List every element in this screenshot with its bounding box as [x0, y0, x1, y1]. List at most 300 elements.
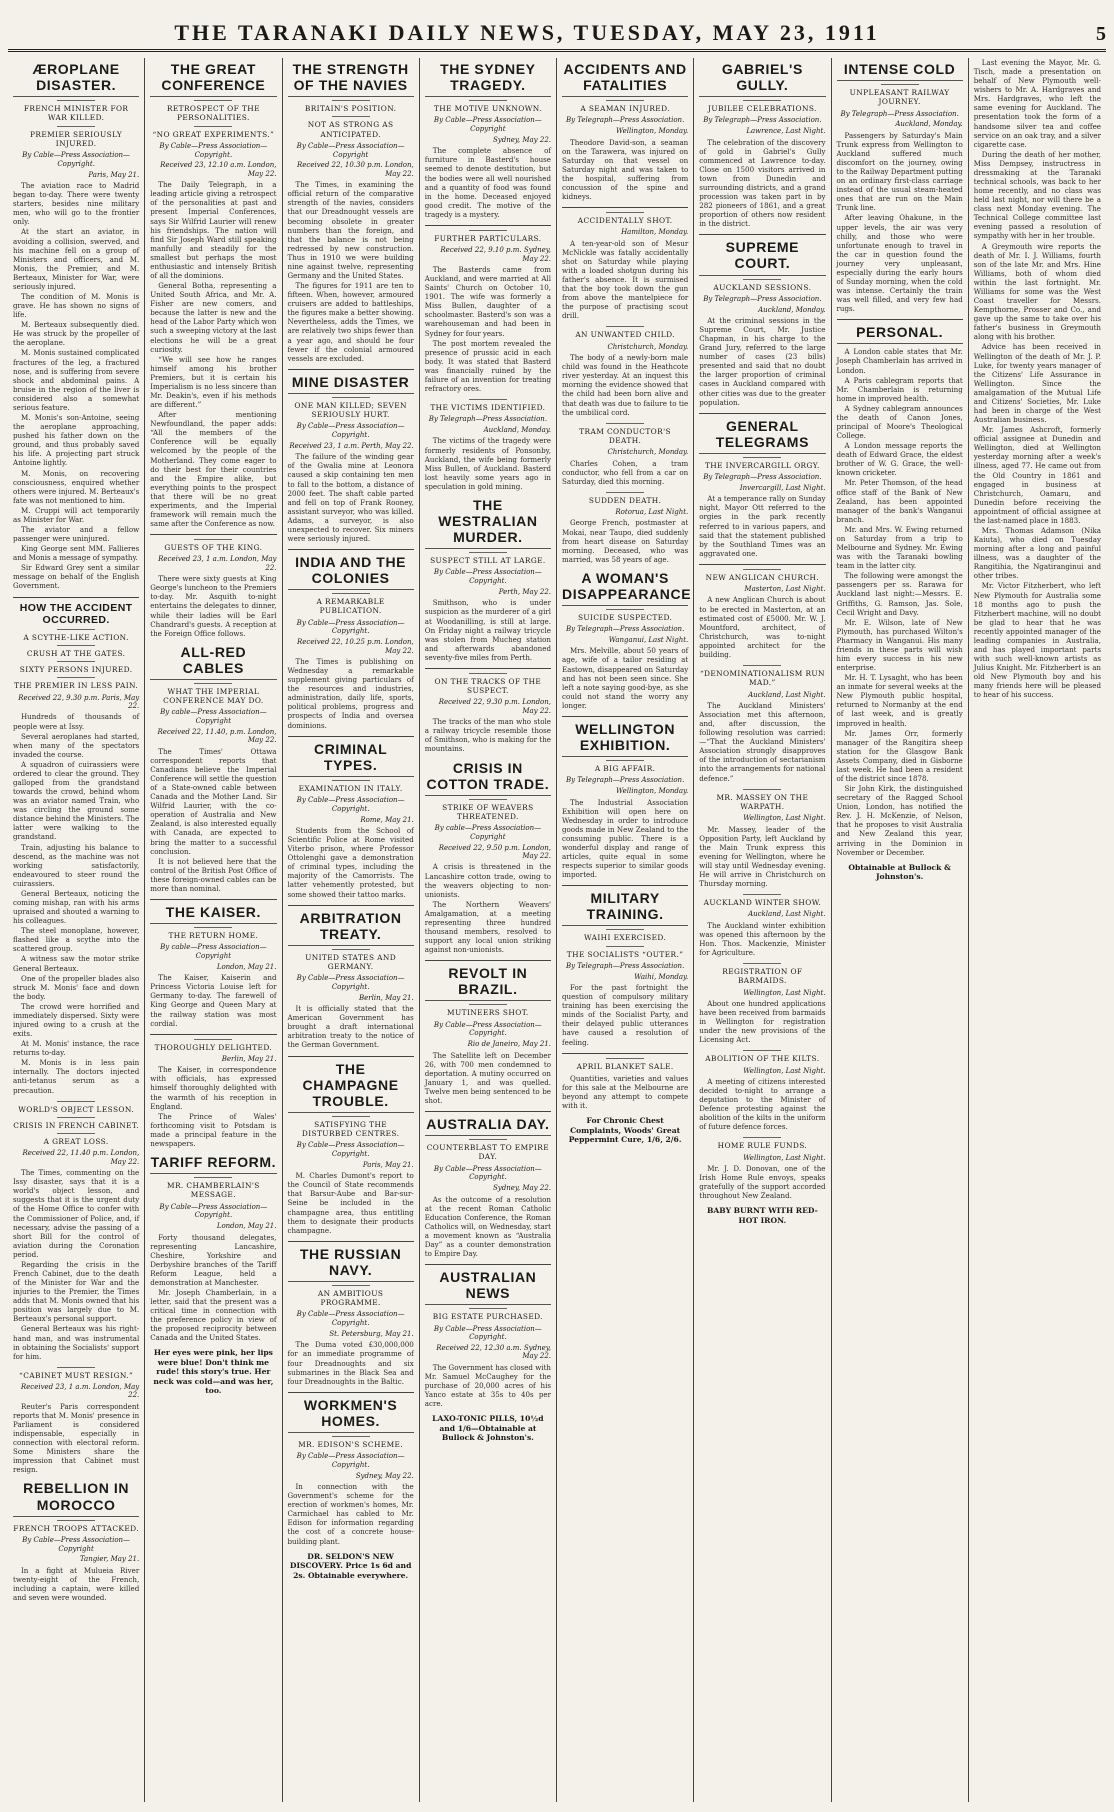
article-paragraph: Mr. Joseph Chamberlain, in a letter, said that the present was a critical time in connection with the preference policy in view of the proposed reciprocity between Canada and the United States. — [150, 1287, 277, 1343]
article-subheading: PREMIER SERIOUSLY INJURED. — [13, 126, 139, 149]
article-dateline: Wellington, Last Night. — [743, 1066, 826, 1075]
article-paragraph: M. Berteaux subsequently died. He was struck by the propeller of the aeroplane. — [13, 320, 140, 348]
article — [288, 61, 414, 363]
article-dateline: Received 23, 1 a.m. London, May 22. — [158, 555, 277, 572]
article — [150, 539, 276, 638]
newspaper-column — [832, 58, 969, 1802]
article-divider — [150, 534, 276, 535]
article-headline: REVOLT IN BRAZIL. — [425, 965, 551, 1001]
article-subheading: BIG ESTATE PURCHASED. — [425, 1308, 551, 1321]
article-divider — [425, 668, 551, 669]
article-dateline: Auckland, Monday. — [895, 120, 963, 129]
article-paragraph: A witness saw the motor strike General Berteaux. — [13, 954, 140, 973]
article-headline: CRIMINAL TYPES. — [288, 741, 414, 777]
article-paragraph: A crisis is threatened in the Lancashire cotton trade, owing to the weavers objecting to non-unionists. — [424, 862, 551, 899]
newspaper-column — [283, 58, 420, 1802]
article-byline: By Cable—Press Association—Copyright. — [159, 1202, 268, 1220]
article-byline: By Telegraph—Press Association. — [703, 473, 822, 482]
article-divider — [699, 234, 825, 235]
article-divider — [150, 1034, 276, 1035]
article-byline: By Telegraph—Press Association. — [565, 776, 685, 785]
article-subheading: HOME RULE FUNDS. — [699, 1137, 825, 1150]
article — [562, 1058, 688, 1111]
article-dateline: Paris, May 21. — [362, 1160, 414, 1169]
article-dateline: Masterton, Last Night. — [744, 585, 826, 594]
article-dateline: London, May 21. — [216, 962, 277, 971]
article-subheading: ACCIDENTALLY SHOT. — [562, 212, 688, 225]
article — [150, 1039, 276, 1148]
article — [562, 492, 688, 564]
article-dateline: Received 22, 9.30 p.m. London, May 22. — [438, 698, 551, 715]
article-subheading: A SCYTHE-LIKE ACTION. — [13, 629, 139, 642]
article-byline: By Cable—Press Association—Copyright. — [159, 141, 268, 159]
article-subheading: STRIKE OF WEAVERS THREATENED. — [425, 799, 551, 822]
article-byline: By Cable—Press Association—Copyright. — [296, 974, 405, 992]
article-subheading: AUCKLAND WINTER SHOW. — [699, 894, 825, 907]
article-paragraph: As the outcome of a resolution at the recent Roman Catholic Education Conference, the Roman Catholics will, on Wednesday, start a movement known as “Australia Day” as a counter demonstration to Empire Day. — [424, 1194, 551, 1258]
article-subheading: COUNTERBLAST TO EMPIRE DAY. — [425, 1139, 551, 1162]
article-headline: AUSTRALIA DAY. — [425, 1116, 551, 1136]
article-headline: A WOMAN'S DISAPPEARANCE — [562, 570, 688, 606]
article-headline: ACCIDENTS AND FATALITIES — [562, 61, 688, 97]
advertisement: Her eyes were pink, her lips were blue! Don't think me rude! this story's true. Her neck was cold—and was her, too. — [153, 1348, 274, 1396]
article-dateline: Wellington, Monday. — [615, 787, 689, 796]
article-subheading: APRIL BLANKET SALE. — [562, 1058, 688, 1071]
article — [699, 418, 825, 558]
article-subheading: FRENCH TROOPS ATTACKED. — [13, 1520, 139, 1533]
article — [288, 1397, 414, 1546]
article-paragraph: M. Monis's son-Antoine, seeing the aeroplane approaching, pushed his father down on the ground, and thus probably saved his life. A projecting part struck Antoine lightly. — [13, 413, 140, 468]
article-headline: THE STRENGTH OF THE NAVIES — [288, 61, 414, 97]
article-dateline: Rome, May 21. — [360, 815, 414, 824]
article-dateline: Lawrence, Last Night. — [746, 127, 826, 136]
article-paragraph: The figures for 1911 are ten to fifteen. When, however, armoured cruisers are added to battleships, the figures make a better showing. Nevertheless, adds the Times, we are relatively two ships fewer than a year ago, and should be four fewer if the colonial armoured vessels are excluded. — [287, 281, 414, 363]
article-subheading: THE RETURN HOME. — [150, 927, 276, 940]
article-paragraph: Forty thousand delegates, representing Lancashire, Cheshire, Yorkshire and Derbyshire branches of the Tariff Reform League, held a demonstration at Manchester. — [150, 1232, 277, 1287]
article-subheading: “NO GREAT EXPERIMENTS.” — [150, 126, 276, 139]
article-divider — [562, 1053, 688, 1054]
article-paragraph: Quantities, varieties and values for this sale at the Melbourne are beyond any attempt to compete with it. — [562, 1073, 689, 1111]
article-byline: By Cable—Press Association—Copyright. — [433, 1324, 542, 1342]
article-paragraph: Several aeroplanes had started, when many of the spectators invaded the course. — [13, 731, 140, 759]
article-dateline: Perth, May 22. — [498, 587, 551, 596]
article-divider — [562, 885, 688, 886]
article-headline: THE WESTRALIAN MURDER. — [425, 497, 551, 549]
article-paragraph: A London message reports the death of Edward Grace, the eldest brother of W. G. Grace, the well-known cricketer. — [836, 441, 963, 478]
article-paragraph: For the past fortnight the question of compulsory military training has been exercising the minds of the Socialist Party, and their delayed public utterances have caused a resolution of feeling. — [562, 983, 689, 1047]
article-dateline: Received 22, 9.30 p.m. Paris, May 22. — [18, 693, 140, 711]
article-byline: By Cable—Press Association—Copyright — [296, 141, 405, 159]
article-dateline: Paris, May 21. — [88, 170, 140, 179]
article-headline: THE KAISER. — [150, 904, 276, 924]
article-dateline: St. Petersburg, May 21. — [329, 1329, 414, 1338]
article-divider — [288, 369, 414, 370]
article-headline: REBELLION IN MOROCCO — [13, 1480, 139, 1516]
article-divider — [150, 899, 276, 900]
article-subheading: JUBILEE CELEBRATIONS. — [699, 100, 825, 113]
article — [562, 326, 688, 416]
newspaper-column — [969, 58, 1106, 1802]
article — [288, 741, 414, 899]
article-paragraph: M. Monis, on recovering consciousness, enquired whether others were injured. M. Berteaux's fate was not mentioned to him. — [13, 468, 140, 505]
article-headline: INDIA AND THE COLONIES — [288, 554, 414, 590]
article-subheading: THOROUGHLY DELIGHTED. — [150, 1039, 276, 1052]
article-paragraph: “We will see how he ranges himself among his brother Premiers, but it is certain his Imperialism is no less sincere than Mr. Deakin's, even if his methods are different.” — [150, 354, 277, 410]
newspaper-title: THE TARANAKI DAILY NEWS, TUESDAY, MAY 23, 1911 — [174, 20, 880, 45]
article — [288, 910, 414, 1050]
article-paragraph: Mr. James Ashcroft, formerly official assignee at Dunedin and Wellington, died at Wellington yesterday morning after a week's illness, aged 77. He came out from the Old Country in 1861 and engaged in business at Christchurch, Oamaru, and Dunedin before receiving the appointment of official assignee at the last-named place in 1883. — [973, 425, 1101, 525]
article-dateline: Received 22, 12.30 a.m. Sydney, May 22. — [436, 1344, 551, 1361]
article-divider — [837, 319, 963, 320]
article-paragraph: M. Monis is in less pain internally. The doctors injected anti-tetanus serum as a precaution. — [13, 1058, 140, 1095]
article-paragraph: Students from the School of Scientific Police at Rome visited Viterbo prison, where Professor Ottolenghi gave a demonstration of criminal types, including the majority of the Camorrists. The latter vehemently protested, but some showed their tattoo marks. — [287, 825, 414, 899]
article — [699, 1137, 825, 1200]
article-dateline: Waihi, Monday. — [634, 972, 689, 981]
article-paragraph: There were sixty guests at King George's luncheon to the Premiers to-day. Mr. Asquith to-night entertains the delegates to dinner, while their ladies will be Earl Chandrard's guests. A reception at the Foreign Office follows. — [150, 574, 277, 638]
masthead — [8, 18, 1106, 52]
article-paragraph: The Duma voted £30,000,000 for an immediate programme of four Dreadnoughts and six submarines in the Black Sea and four Dreadnoughts in the Baltic. — [287, 1340, 414, 1386]
article-divider — [562, 207, 688, 208]
advertisement: DR. SELDON'S NEW DISCOVERY. Price 1s 6d and 2s. Obtainable everywhere. — [289, 1551, 412, 1580]
article-paragraph: General Berteaux, noticing the coming mishap, ran with his arms upraised and shouted a warning to his colleagues. — [13, 888, 140, 926]
article-byline: By Cable—Press Association—Copyright. — [296, 1452, 405, 1469]
article-paragraph: The Times' Ottawa correspondent reports that Canadians believe the Imperial Conference will settle the question of a State-owned cable between Canada and the Mother Land. Sir Wilfrid Laurier, with the co-operation of Australia and New Zealand, is also interested equally with Canada, are expected to bring the matter to a successful conclusion. — [150, 746, 277, 856]
article-subheading: THE VICTIMS IDENTIFIED. — [425, 399, 551, 412]
article — [699, 894, 825, 957]
article — [288, 1061, 414, 1235]
article-headline: TARIFF REFORM. — [150, 1154, 276, 1174]
article-paragraph: General Botha, representing a United South Africa, and Mr. A. Fisher are new comers, and because the latter is new and the head of the Labor Party which won such a sweeping victory at the last elections he will be a great curiosity. — [150, 281, 277, 354]
article-paragraph: The Times is publishing on Wednesday a remarkable supplement giving particulars of the resources and industries, administration, daily life, sports, political problems, progress and prospects of India and oversea dominions. — [287, 657, 414, 730]
article-paragraph: Charles Cohen, a tram conductor, who fell from a car on Saturday, died this morning. — [562, 458, 689, 486]
article-paragraph: At the criminal sessions in the Supreme Court, Mr. Justice Chapman, in his charge to the Grand Jury, referred to the large number of cases (23 bills) presented and said that no doubt the larger proportion of criminal cases in Auckland compared with other cities was due to the greater population. — [699, 315, 826, 407]
article — [837, 324, 963, 856]
article-byline: By cable—Press Association—Copyright — [160, 708, 267, 726]
article-dateline: Rotorua, Last Night. — [615, 508, 689, 517]
article-paragraph: The tracks of the man who stole a railway tricycle resemble those of Smithson, who is making for the mountains. — [424, 717, 551, 754]
article — [562, 212, 688, 320]
article-byline: By Cable—Press Association—Copyright. — [433, 1020, 542, 1038]
article — [150, 1154, 276, 1342]
article-paragraph: The Auckland Ministers' Association met this afternoon, and, after discussion, the following resolution was carried:—“That the Auckland Ministers' Association strongly disapproves of the introduction of sectarianism into the arrangements for national defence.” — [699, 700, 826, 783]
article-subheading: A GREAT LOSS. — [13, 1133, 139, 1146]
article — [425, 1269, 551, 1408]
article-subheading: ON THE TRACKS OF THE SUSPECT. — [425, 673, 551, 696]
article-subheading: TRAM CONDUCTOR'S DEATH. — [562, 423, 688, 446]
article-paragraph: The aviation race to Madrid began to-day. There were twenty starters, besides nine military men, who will go to the frontier only. — [13, 181, 140, 227]
article-paragraph: A Greymouth wire reports the death of Mr. I. J. Williams, fourth son of the late Mr. and Mrs. Hine Williams, both of whom died within the last fortnight. Mr. Williams for some was the West Coast traveller for Messrs. Kempthorne, Prosser and Co., and gave up the same to take over his father's business in Greymouth along with his brother. — [973, 241, 1101, 342]
article — [288, 554, 414, 730]
article-dateline: Wellington, Last Night. — [743, 814, 826, 823]
article-byline: By Cable—Press Association—Copyright — [433, 116, 542, 134]
article-headline: ARBITRATION TREATY. — [288, 910, 414, 946]
article-headline: MINE DISASTER — [288, 374, 414, 394]
article-subheading: RETROSPECT OF THE PERSONALITIES. — [150, 100, 276, 123]
article-paragraph: Passengers by Saturday's Main Trunk express from Wellington to Auckland suffered much discomfort on the journey, owing to the Railway Department putting on an ordinary first-class carriage instead of the usual steam-heated ones that are run on the Main Trunk line. — [836, 130, 963, 213]
article-paragraph: Reuter's Paris correspondent reports that M. Monis' presence in Parliament is considered indispensable, especially in connection with electoral reform. Some Ministers share the impression that Cabinet must resign. — [13, 1401, 140, 1475]
article-paragraph: At M. Monis' instance, the race returns to-day. — [13, 1039, 140, 1058]
article — [425, 760, 551, 955]
article-dateline: Wellington, Monday. — [615, 127, 689, 136]
article-byline: By Telegraph—Press Association. — [703, 116, 822, 125]
article — [699, 239, 825, 406]
article-byline: By Cable—Press Association—Copyright. — [433, 568, 542, 586]
article-paragraph: About one hundred applications have been received from barmaids in Wellington for registration under the new provisions of the Licensing Act. — [699, 998, 826, 1045]
article-paragraph: Mr. James Orr, formerly manager of the Rangitira sheep station for the Glasgow Bank Assets Company, died in Gisborne last week. He had been a resident of the district since 1878. — [836, 728, 963, 783]
article-subheading: A REMARKABLE PUBLICATION. — [288, 593, 414, 616]
article-headline: THE CHAMPAGNE TROUBLE. — [288, 1061, 414, 1113]
article-paragraph: A meeting of citizens interested decided to-night to arrange a deputation to the Minister of Defence protesting against the abolition of the kilts in the uniform of future defence forces. — [699, 1076, 826, 1132]
article-divider — [425, 1264, 551, 1265]
advertisement: BABY BURNT WITH RED-HOT IRON. — [706, 1206, 818, 1225]
article-paragraph: Sir John Kirk, the distinguished secretary of the Ragged School Union, London, has notified the Rev. J. H. McKenzie, of Nelson, that he proposes to visit Australia and New Zealand this year, arriving in the Dominion in November or December. — [836, 784, 963, 857]
article — [562, 721, 688, 879]
article-dateline: Received 23, 1 a.m. Perth, May 22. — [289, 441, 414, 450]
article-paragraph: George French, postmaster at Mokai, near Taupo, died suddenly from heart disease on Saturday morning. Deceased, who was married, was 58 years of age. — [562, 518, 689, 564]
article-paragraph: At the start an aviator, in avoiding a collision, swerved, and his machine fell on a group of Ministers and officers, and M. Monis, the Premier, and M. Berteaux, Minister for War, were seriously injured. — [13, 227, 140, 291]
article-paragraph: The failure of the winding gear of the Gwalia mine at Leonora caused a skip containing ten men to fall to the bottom, a distance of 2000 feet. The shaft cable parted and fell on top of Frank Rooney, assistant surveyor, who was killed. Adams, a surveyor, is also unexpected to recover. Six miners were seriously injured. — [287, 452, 414, 543]
article-headline: ÆROPLANE DISASTER. — [13, 61, 139, 97]
article-subheading: CRISIS IN FRENCH CABINET. — [13, 1117, 139, 1130]
article-paragraph: The Kaiser, Kaiserin and Princess Victoria Louise left for Germany to-day. The farewell of King George and Queen Mary at the railway station was most cordial. — [150, 973, 277, 1028]
article-paragraph: In a fight at Mulueia River twenty-eight of the French, including a captain, were killed and seven were wounded. — [13, 1565, 140, 1603]
article-byline: By Cable—Press Association—Copyright. — [296, 422, 405, 440]
article — [425, 230, 551, 393]
article-dateline: Christchurch, Monday. — [607, 448, 689, 457]
article-paragraph: A squadron of cuirassiers were ordered to clear the ground. They galloped from the grandstand towards the crowd, behind whom was an aviator named Train, who was circling the ground some distance behind the Ministers. The latter were walking to the grandstand. — [13, 759, 140, 842]
article-paragraph: It is not believed here that the control of the British Post Office of these foreign-owned cables can be more than nominal. — [150, 856, 277, 893]
article-subheading: AN UNWANTED CHILD. — [562, 326, 688, 339]
article — [150, 61, 276, 528]
article-divider — [562, 716, 688, 717]
article-paragraph: The celebration of the discovery of gold in Gabriel's Gully commenced at Lawrence to-day. Close on 1500 visitors arrived in town from Dunedin and surrounding districts, and a grand procession was taken part in by 282 pioneers of 1861, and a great proportion of others now resident in the district. — [699, 137, 826, 229]
article-subheading: A BIG AFFAIR. — [562, 760, 688, 773]
article-divider — [288, 905, 414, 906]
article — [13, 1101, 139, 1361]
article-byline: By cable—Press Association—Copyright — [434, 824, 542, 841]
article-paragraph: The Times, in examining the official return of the comparative strength of the navies, considers that our Dreadnought vessels are becoming obsolete in greater numbers than the foreign, and that the balance is not being redressed by new construction. Thus in 1910 we were building nine against twelve, representing Germany and the United States. — [287, 180, 414, 280]
article-paragraph: A Sydney cablegram announces the death of Canon Jones, principal of Moore's Theological College. — [836, 403, 963, 441]
article-headline: AUSTRALIAN NEWS — [425, 1269, 551, 1305]
article-paragraph: A London cable states that Mr. Joseph Chamberlain has arrived in London. — [836, 347, 963, 375]
article-paragraph: In connection with the Government's scheme for the erection of workmen's homes, Mr. Carmichael has cabled to Mr. Edison for information regarding the cost of a concrete house-building plant. — [287, 1482, 414, 1546]
advertisement: Obtainable at Bullock & Johnston's. — [848, 862, 951, 882]
article — [425, 673, 551, 754]
article-subheading: NEW ANGLICAN CHURCH. — [699, 569, 825, 582]
article-paragraph: Mr. Peter Thomson, of the head office staff of the Bank of New Zealand, has been appointed manager of the bank's Wanganui branch. — [836, 478, 963, 524]
article — [13, 602, 139, 1095]
article-subheading: ABOLITION OF THE KILTS. — [699, 1050, 825, 1063]
article-divider — [288, 1241, 414, 1242]
article-subheading: THE PREMIER IN LESS PAIN. — [13, 677, 139, 690]
article-headline: THE GREAT CONFERENCE — [150, 61, 276, 97]
article-subheading: REGISTRATION OF BARMAIDS. — [699, 963, 825, 986]
article-headline: THE RUSSIAN NAVY. — [288, 1246, 414, 1282]
article-paragraph: M. Cruppi will act temporarily as Minister for War. — [13, 505, 140, 524]
article-paragraph: Mr. Massey, leader of the Opposition Party, left Auckland by the Main Trunk express this evening for Wellington, where he will stay until Wednesday evening. He will arrive in Christchurch on Thursday morning. — [699, 824, 826, 888]
article-byline: By Cable—Press Association—Copyright. — [296, 618, 405, 636]
article-paragraph: The Northern Weavers' Amalgamation, at a meeting representing three hundred thousand members, resolved to support any local union striking against non-unionists. — [424, 899, 551, 955]
article-paragraph: Mrs. Thomas Adamson (Nika Kaiuta), who died on Tuesday morning after a long and painful illness, was a daughter of the Rangitihia, the Ngatiranginui and other tribes. — [973, 525, 1101, 581]
newspaper-column — [8, 58, 145, 1802]
article-dateline: Wanganui, Last Night. — [608, 636, 689, 644]
article-byline: By Telegraph—Press Association. — [565, 116, 685, 125]
article-subheading: GUESTS OF THE KING. — [150, 539, 276, 552]
article-subheading: NOT AS STRONG AS ANTICIPATED. — [288, 116, 414, 139]
article-subheading: THE SOCIALISTS “OUTER.” — [562, 946, 688, 959]
article-paragraph: Mr. and Mrs. W. Ewing returned on Saturday from a trip to Melbourne and Sydney. Mr. Ewing was with the Taranaki bowling team in the latter city. — [836, 524, 963, 571]
article — [13, 1367, 139, 1475]
newspaper-column — [557, 58, 694, 1802]
article-byline: By Telegraph—Press Association. — [428, 415, 548, 424]
newspaper-column — [694, 58, 831, 1802]
article — [562, 61, 688, 201]
article-paragraph: Sir Edward Grey sent a similar message on behalf of the English Government. — [13, 563, 140, 591]
article — [699, 1050, 825, 1131]
article-divider — [699, 564, 825, 565]
article-byline: By Cable—Press Association—Copyright. — [296, 1310, 405, 1328]
article-paragraph: Mr. J. D. Donovan, one of the Irish Home Rule envoys, speaks gratefully of the support accorded throughout New Zealand. — [699, 1164, 826, 1201]
article-dateline: Received 22, 9.50 p.m. London, May 22. — [438, 843, 551, 861]
article-subheading: SIXTY PERSONS INJURED. — [13, 661, 139, 674]
article-dateline: Sydney, May 22. — [492, 135, 551, 144]
article-dateline: Berlin, May 21. — [221, 1054, 277, 1063]
article — [425, 965, 551, 1105]
article-headline: HOW THE ACCIDENT OCCURRED. — [19, 601, 133, 626]
article-paragraph: At a temperance rally on Sunday night, Mayor Ott referred to the orgies in the park recently referred to in various papers, and said that the statement published by the Southland Times was an aggravated one. — [699, 494, 826, 558]
article-paragraph: The body of a newly-born male child was found in the Heathcote river yesterday. At an inquest this morning the evidence showed that the child had been born alive and that death was due to failure to tie the umbilical cord. — [562, 353, 689, 417]
article-divider — [288, 1392, 414, 1393]
article-paragraph: The Times, commenting on the Issy disaster, says that it is a world's object lesson, and suggests that it is the urgent duty of the Home Office to confer with the Commissioner of Police, and, if necessary, advise the passing of a short Bill for the control of aviation during the Coronation period. — [13, 1168, 140, 1259]
page-number: 5 — [1096, 23, 1106, 45]
article-paragraph: The steel monoplane, however, flashed like a scythe into the scattered group. — [13, 926, 140, 954]
article-subheading: “DENOMINATIONALISM RUN MAD.” — [699, 665, 825, 688]
article-headline: SUPREME COURT. — [699, 239, 825, 275]
article-dateline: Christchurch, Monday. — [607, 342, 689, 351]
article-dateline: Received 22, 11.40, p.m. London, May 22. — [157, 727, 277, 745]
article-paragraph: Mr. E. Wilson, late of New Plymouth, has purchased Wilton's Pharmacy in Wanganui. His many friends in these parts will wish him every success in his new enterprise. — [836, 617, 963, 673]
article-dateline: Auckland, Monday. — [758, 305, 826, 314]
article — [288, 1246, 414, 1386]
advertisement: For Chronic Chest Complaints, Woods' Great Peppermint Cure, 1/6, 2/6. — [568, 1116, 682, 1145]
article-paragraph: Theodore David-son, a seaman on the Tarawera, was injured on Saturday on that vessel on Saturday night and was taken to the hospital, suffering from concussion of the spine and kidneys. — [562, 137, 689, 202]
article-subheading: UNPLEASANT RAILWAY JOURNEY. — [837, 84, 963, 107]
article-divider — [288, 549, 414, 550]
article-subheading: FURTHER PARTICULARS. — [425, 230, 551, 243]
article — [288, 374, 414, 543]
article-paragraph: The victims of the tragedy were formerly residents of Ponsonby, Auckland, the wife being formerly Miss Bullen, of Auckland. Basterd lost heavily some years ago in speculation in gold mining. — [424, 436, 551, 491]
article-paragraph: After leaving Ohakune, in the upper levels, the air was very chilly, and those who were unfortunate enough to travel in the car in question found the journey very unpleasant, especially during the early hours of Sunday morning, when the cold was intense. Certainly the train was well filled, and very few had rugs. — [836, 213, 963, 314]
article-paragraph: Advice has been received in Wellington of the death of Mr. J. P. Luke, for twenty years manager of the Citizens' Life Assurance in Wellington. Since the amalgamation of the Mutual Life and Citizens' Societies, Mr. Luke had been in charge of the West Australian business. — [973, 342, 1101, 425]
article-subheading: MUTINEERS SHOT. — [425, 1004, 551, 1017]
article-headline: PERSONAL. — [837, 324, 963, 344]
article-paragraph: The complete absence of furniture in Basterd's house seemed to denote destitution, but the bodies were all well nourished and a quantity of food was found in the home. Deceased enjoyed good credit. The motive of the tragedy is a mystery. — [424, 146, 551, 219]
article-dateline: Berlin, May 21. — [359, 993, 414, 1002]
article-headline: WELLINGTON EXHIBITION. — [562, 721, 688, 757]
article-paragraph: A ten-year-old son of Mesur McNickle was fatally accidentally shot on Saturday while playing with a loaded shotgun during his father's absence. It is surmised that the boy took down the gun from above the mantelpiece for the purpose of practising scout drill. — [562, 238, 689, 321]
article-paragraph: The Prince of Wales' forthcoming visit to Potsdam is made a principal feature in the newspapers. — [150, 1111, 277, 1148]
columns — [8, 58, 1106, 1802]
article-paragraph: The Government has closed with Mr. Samuel McCaughey for the purchase of 20,000 acres of his Yanco estate at 35s to 40s per acre. — [424, 1362, 551, 1409]
article-byline: By Telegraph—Press Association. — [565, 625, 685, 634]
article-paragraph: General Berteaux was his right-hand man, and was instrumental in obtaining the Socialists' support for him. — [13, 1324, 140, 1361]
article-subheading: FRENCH MINISTER FOR WAR KILLED. — [13, 100, 139, 123]
article-headline: WORKMEN'S HOMES. — [288, 1397, 414, 1433]
article-divider — [425, 1111, 551, 1112]
article-subheading: THE MOTIVE UNKNOWN. — [425, 100, 551, 113]
article — [699, 665, 825, 783]
article-subheading: SUSPECT STILL AT LARGE. — [425, 552, 551, 565]
article-dateline: Auckland, Monday. — [483, 426, 551, 435]
article-paragraph: The Industrial Association Exhibition will open here on Wednesday in order to introduce goods made in New Zealand to the consuming public. There is a wonderful display and range of articles, quite equal in some respects superior to similar goods imported. — [562, 797, 689, 880]
article — [974, 58, 1101, 699]
article-subheading: EXAMINATION IN ITALY. — [288, 780, 414, 793]
article — [699, 569, 825, 659]
article-byline: By Telegraph—Press Association. — [565, 961, 685, 970]
article-paragraph: During the death of her mother, Miss Dempsey, instructress in dressmaking at the Taranaki technical schools, was back to her home recently, and no class was held last night, nor will there be a class next Monday evening. The Technical College committee last evening passed a resolution of sympathy with her in her trouble. — [973, 149, 1101, 241]
article-dateline: Hamilton, Monday. — [621, 228, 689, 237]
article-paragraph: The Kaiser, in correspondence with officials, has expressed himself thoroughly delighted with the warmth of his reception in England. — [150, 1065, 277, 1111]
article-paragraph: A Paris cablegram reports that Mr. Chamberlain is returning home in improved health. — [836, 375, 963, 403]
article-headline: GENERAL TELEGRAMS — [699, 418, 825, 454]
article-paragraph: The crowd were horrified and immediately dispersed. Sixty were injured owing to a crush at the exits. — [13, 1001, 140, 1039]
article — [425, 1116, 551, 1258]
article-paragraph: Mr. Victor Fitzherbert, who left New Plymouth for Australia some 18 months ago to push the Fitzherbert machine, will no doubt be glad to hear that he was recently appointed manager of the leading companies in Australia, and has played important parts with such well-known artists as Julius Knight. Mr. Fitzherbert is an old New Plymouth boy and his many friends here will be pleased to hear of his success. — [973, 581, 1101, 700]
article-subheading: A SEAMAN INJURED. — [562, 100, 688, 113]
article-divider — [425, 960, 551, 961]
article-paragraph: Mr. H. T. Lysaght, who has been an inmate for several weeks at the New Plymouth public hospital, returned to Normanby at the end of last week, and is greatly improved in health. — [836, 673, 963, 728]
article-dateline: Received 22, 9.10 p.m. Sydney, May 22. — [440, 246, 551, 263]
article-dateline: Sydney, May 22. — [492, 1184, 551, 1193]
article — [562, 890, 688, 1046]
article — [425, 61, 551, 219]
article — [562, 423, 688, 486]
article — [699, 789, 825, 888]
article-paragraph: A new Anglican Church is about to be erected in Masterton, at an estimated cost of £5000. Mr. W. J. Mountford, architect, of Christchurch, was to-night appointed architect for the building. — [699, 595, 826, 659]
article-byline: By Cable—Press Association—Copyright — [22, 1535, 131, 1553]
article-dateline: Tangier, May 21. — [79, 1555, 140, 1564]
article-paragraph: King George sent MM. Fallieres and Monis a message of sympathy. — [13, 544, 140, 563]
article-dateline: Received 22, 11.40 p.m. London, May 22. — [22, 1149, 140, 1166]
article — [699, 61, 825, 228]
article-paragraph: M. Monis sustained complicated fractures of the leg, a fractured nose, and is suffering from severe shock and abdominal pains. A bruise in the region of the liver is considered also a somewhat serious feature. — [13, 348, 140, 412]
article-subheading: SUICIDE SUSPECTED. — [562, 609, 688, 622]
article-paragraph: The Basterds came from Auckland, and were married at All Saints' Church on October 10, 1901. The wife was formerly a Miss Bullen, daughter of a schoolmaster. Basterd's son was a warehouseman and had been in Sydney for four years. — [424, 264, 551, 338]
article-paragraph: Train, adjusting his balance to descend, as the machine was not working satisfactorily, endeavoured to steer round the cuirassiers. — [13, 842, 140, 888]
article-subheading: WAIHI EXERCISED. — [562, 929, 688, 942]
article-paragraph: The condition of M. Monis is grave. He has shown no signs of life. — [13, 292, 140, 320]
article-byline: By Cable—Press Association—Copyright. — [22, 151, 131, 168]
article-paragraph: After mentioning Newfoundland, the paper adds: “All the members of the Conference will be equally welcomed by the people of the Motherland. They come eager to do their best for their countries and the Empire alike, but everything points to the prospect that there will be no great experiments, and the Imperial framework will remain much the same after the Conference as now. — [150, 410, 277, 529]
article-divider — [699, 413, 825, 414]
article-dateline: Invercargill, Last Night. — [739, 483, 826, 492]
newspaper-column — [420, 58, 557, 1802]
article-paragraph: Smithson, who is under suspicion as the murderer of a girl at Woodanilling, is still at large. On Friday night a railway tricycle was stolen from Mucheg station and afterwards abandoned seventy-five miles from Perth. — [424, 598, 551, 662]
article-subheading: CRUSH AT THE GATES. — [13, 645, 139, 658]
article-subheading: WORLD'S OBJECT LESSON. — [13, 1101, 139, 1114]
article — [837, 61, 963, 313]
article-subheading: THE INVERCARGILL ORGY. — [699, 457, 825, 470]
article-headline: GABRIEL'S GULLY. — [699, 61, 825, 97]
article-byline: By cable—Press Association—Copyright — [160, 943, 267, 961]
advertisement: LAXO-TONIC PILLS, 10½d and 1/6—Obtainable at Bullock & Johnston's. — [432, 1414, 544, 1443]
article-paragraph: Last evening the Mayor, Mr. G. Tisch, made a presentation on behalf of New Plymouth well-wishers to Mr. A. Hardgraves and Mrs. Hardgraves, who left the same evening for Auckland. The presentation took the form of a handsome silver tea and coffee service on an oak tray, and a silver cigarette case. — [973, 58, 1101, 149]
article-subheading: MR. CHAMBERLAIN'S MESSAGE. — [150, 1177, 276, 1200]
article — [150, 644, 276, 893]
article-paragraph: Regarding the crisis in the French Cabinet, due to the death of the Minister for War and the injuries to the Premier, the Times adds that M. Monis owned that his position was largely due to M. Berteaux's personal support. — [13, 1259, 140, 1324]
article-subheading: “CABINET MUST RESIGN.” — [13, 1367, 139, 1380]
article-paragraph: Mrs. Melville, about 50 years of age, wife of a tailor residing at Eastown, disappeared on Saturday and has not been seen since. She left a note saying good-bye, as she could not stand the worry any longer. — [562, 646, 689, 710]
